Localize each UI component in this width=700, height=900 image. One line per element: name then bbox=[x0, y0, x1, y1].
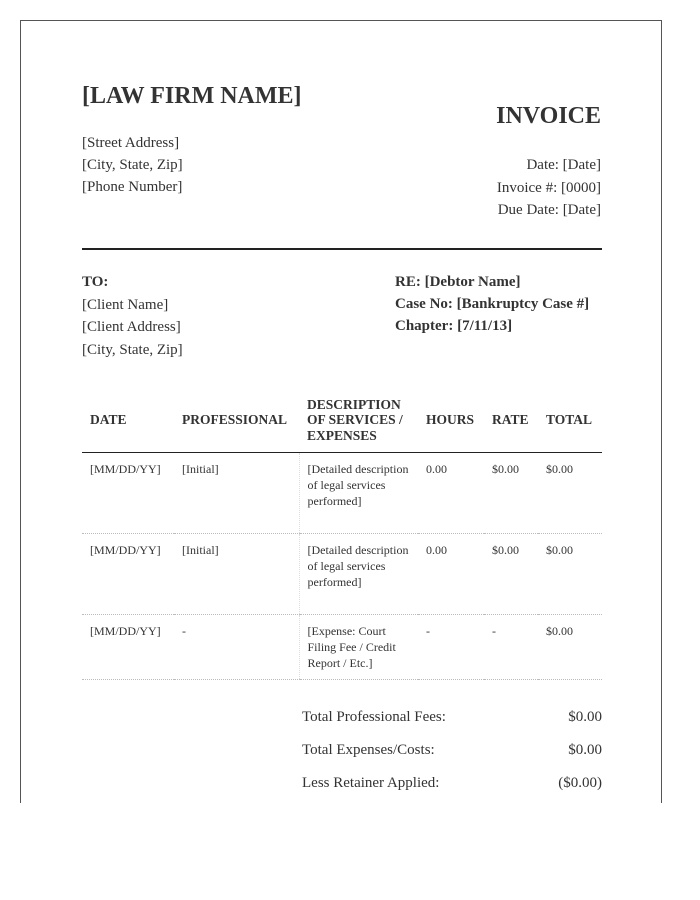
invoice-number: Invoice #: [0000] bbox=[496, 179, 601, 196]
cell-rate: - bbox=[484, 615, 538, 680]
cell-professional: [Initial] bbox=[174, 453, 299, 534]
client-address: [Client Address] bbox=[82, 319, 181, 335]
case-label: Case No: bbox=[395, 296, 453, 312]
col-header-date: DATE bbox=[82, 392, 174, 453]
cell-rate: $0.00 bbox=[484, 534, 538, 615]
col-header-hours: HOURS bbox=[418, 392, 484, 453]
cell-hours: 0.00 bbox=[418, 534, 484, 615]
header-divider bbox=[82, 248, 602, 250]
col-header-description: DESCRIPTION OF SERVICES / EXPENSES bbox=[299, 392, 418, 453]
invoice-page bbox=[20, 20, 662, 803]
cell-description: [Detailed description of legal services performed] bbox=[299, 534, 418, 615]
cell-hours: - bbox=[418, 615, 484, 680]
firm-city: [City, State, Zip] bbox=[82, 157, 183, 173]
debtor-name: [Debtor Name] bbox=[424, 274, 521, 290]
retainer-value: ($0.00) bbox=[558, 775, 602, 791]
table-row bbox=[82, 615, 602, 680]
totals-block bbox=[302, 707, 602, 806]
table-header-row bbox=[82, 392, 602, 453]
matter-block bbox=[395, 271, 589, 337]
cell-description: [Detailed description of legal services performed] bbox=[299, 453, 418, 534]
line-items-table bbox=[82, 392, 602, 680]
case-line bbox=[395, 293, 589, 315]
total-professional-fees-value: $0.00 bbox=[568, 709, 602, 725]
chapter-line bbox=[395, 315, 589, 337]
chapter-value: [7/11/13] bbox=[457, 318, 513, 334]
case-number: [Bankruptcy Case #] bbox=[456, 296, 590, 312]
chapter-label: Chapter: bbox=[395, 318, 454, 334]
total-professional-fees-label: Total Professional Fees: bbox=[302, 709, 446, 725]
invoice-meta-block bbox=[497, 154, 601, 222]
cell-total: $0.00 bbox=[538, 615, 602, 680]
cell-description: [Expense: Court Filing Fee / Credit Report / Etc.] bbox=[299, 615, 418, 680]
total-expenses-value: $0.00 bbox=[568, 742, 602, 758]
retainer-label: Less Retainer Applied: bbox=[302, 775, 440, 791]
cell-total: $0.00 bbox=[538, 453, 602, 534]
cell-total: $0.00 bbox=[538, 534, 602, 615]
cell-professional: [Initial] bbox=[174, 534, 299, 615]
retainer-row bbox=[302, 773, 602, 806]
total-expenses-row bbox=[302, 740, 602, 773]
bill-to-block bbox=[82, 271, 183, 361]
client-city: [City, State, Zip] bbox=[82, 341, 183, 358]
col-header-rate: RATE bbox=[484, 392, 538, 453]
cell-professional: - bbox=[174, 615, 299, 680]
cell-date: [MM/DD/YY] bbox=[82, 453, 174, 534]
firm-street: [Street Address] bbox=[82, 135, 180, 151]
firm-phone: [Phone Number] bbox=[82, 179, 183, 195]
table-row bbox=[82, 534, 602, 615]
firm-address-block bbox=[82, 132, 183, 198]
cell-date: [MM/DD/YY] bbox=[82, 534, 174, 615]
re-line bbox=[395, 271, 589, 293]
total-expenses-label: Total Expenses/Costs: bbox=[302, 742, 435, 758]
invoice-date: Date: [Date] bbox=[526, 157, 601, 173]
to-label: TO: bbox=[82, 274, 109, 290]
table-row bbox=[82, 453, 602, 534]
cell-rate: $0.00 bbox=[484, 453, 538, 534]
invoice-due-date: Due Date: [Date] bbox=[497, 202, 601, 218]
col-header-total: TOTAL bbox=[538, 392, 602, 453]
col-header-professional: PROFESSIONAL bbox=[174, 392, 299, 453]
invoice-title: INVOICE bbox=[496, 103, 601, 129]
cell-date: [MM/DD/YY] bbox=[82, 615, 174, 680]
client-name: [Client Name] bbox=[82, 296, 169, 313]
firm-name: [LAW FIRM NAME] bbox=[82, 83, 302, 109]
total-professional-fees-row bbox=[302, 707, 602, 740]
re-label: RE: bbox=[395, 274, 421, 290]
cell-hours: 0.00 bbox=[418, 453, 484, 534]
